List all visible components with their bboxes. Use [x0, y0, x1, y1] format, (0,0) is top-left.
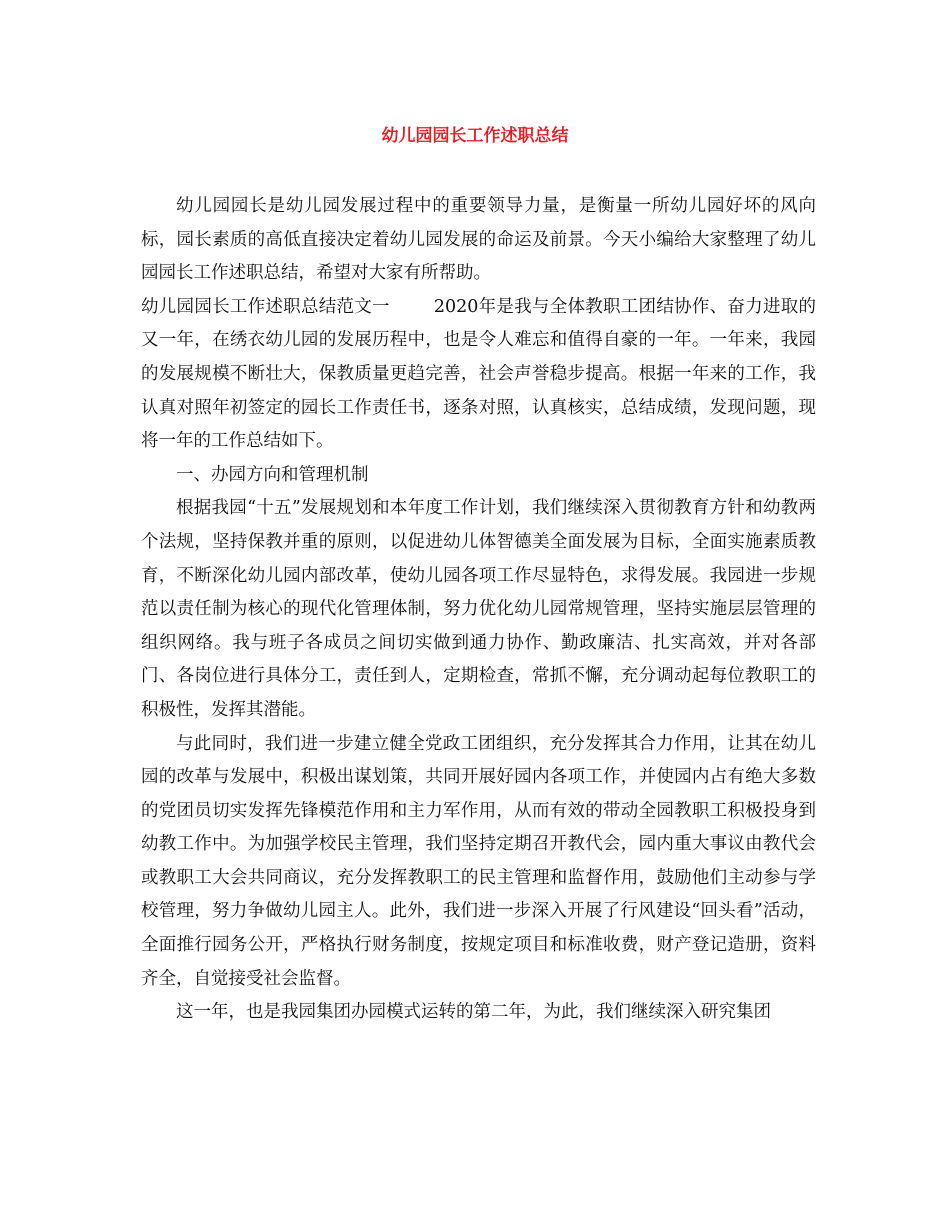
intro-paragraph: 幼儿园园长是幼儿园发展过程中的重要领导力量，是衡量一所幼儿园好坏的风向标，园长素质的高低直接决定着幼儿园发展的命运及前景。今天小编给大家整理了幼儿园园长工作述职总结，希望对大家有所帮助。: [141, 196, 816, 284]
body-paragraph: 这一年，也是我园集团办园模式运转的第二年，为此，我们继续深入研究集团: [176, 1002, 771, 1023]
sample-opening: 2020年是我与全体教职工团结协作、奋力进取的又一年，在绣衣幼儿园的发展历程中，也是令人难忘和值得自豪的一年。一年来，我园的发展规模不断壮大，保教质量更趋完善，社会声誉稳步提高。根据一年来的工作，我认真对照年初签定的园长工作责任书，逐条对照，认真核实，总结成绩，发现问题，现将一年的工作总结如下。: [141, 296, 817, 452]
document-title: 幼儿园园长工作述职总结: [381, 126, 569, 146]
body-paragraph: 与此同时，我们进一步建立健全党政工团组织，充分发挥其合力作用，让其在幼儿园的改革与发展中，积极出谋划策，共同开展好园内各项工作，并使园内占有绝大多数的党团员切实发挥先锋模范作用和主力军作用，从而有效的带动全园教职工积极投身到幼教工作中。为加强学校民主管理，我们坚持定期召开教代会，园内重大事议由教代会或教职工大会共同商议，充分发挥教职工的民主管理和监督作用，鼓励他们主动参与学校管理，努力争做幼儿园主人。此外，我们进一步深入开展了行风建设“回头看”活动，全面推行园务公开，严格执行财务制度，按规定项目和标准收费，财产登记造册，资料齐全，自觉接受社会监督。: [141, 733, 816, 989]
document-body: [141, 190, 816, 1030]
section-heading: 一、办园方向和管理机制: [176, 464, 369, 485]
body-paragraph: 根据我园“十五”发展规划和本年度工作计划，我们继续深入贯彻教育方针和幼教两个法规，坚持保教并重的原则，以促进幼儿体智德美全面发展为目标，全面实施素质教育，不断深化幼儿园内部改革，使幼儿园各项工作尽显特色，求得发展。我园进一步规范以责任制为核心的现代化管理体制，努力优化幼儿园常规管理，坚持实施层层管理的组织网络。我与班子各成员之间切实做到通力协作、勤政廉洁、扎实高效，并对各部门、各岗位进行具体分工，责任到人，定期检查，常抓不懈，充分调动起每位教职工的积极性，发挥其潜能。: [141, 498, 816, 720]
sample-heading: 幼儿园园长工作述职总结范文一: [141, 296, 390, 317]
sample-paragraph: [141, 291, 816, 459]
